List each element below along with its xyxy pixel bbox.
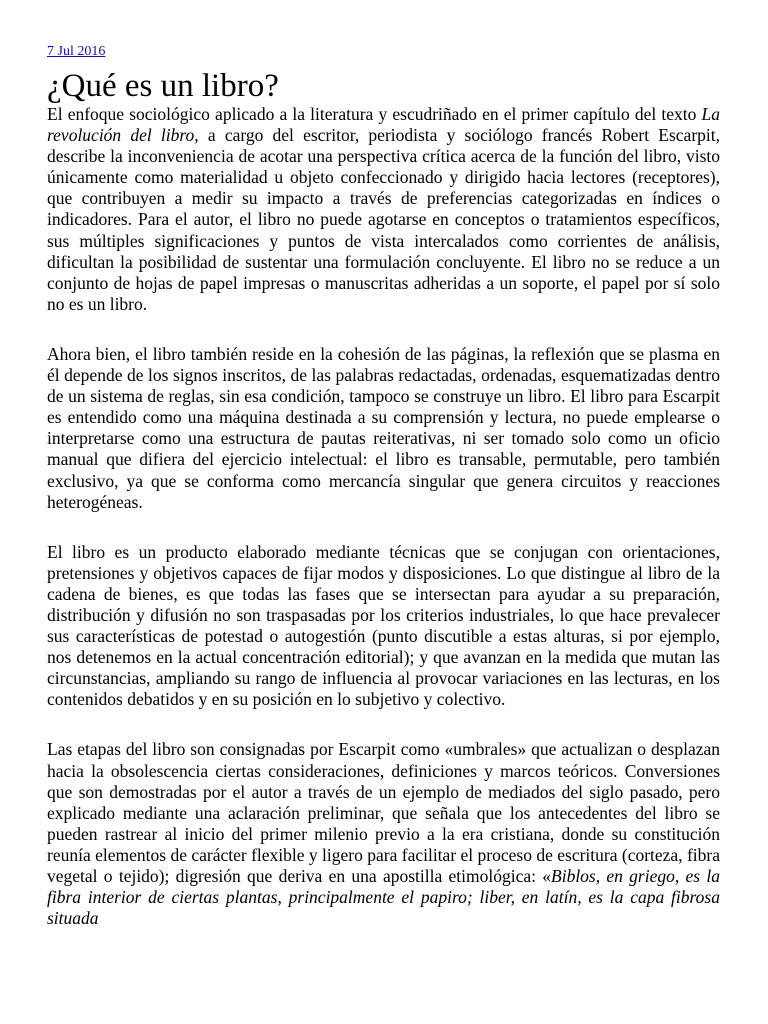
post-date-link[interactable]: 7 Jul 2016 <box>47 44 106 59</box>
paragraph-text: Las etapas del libro son consignadas por Escarpit como «umbrales» que actualizan o desplazan hacia la obsolescencia ciertas consideraciones, definiciones y marcos teóricos. Conversiones que son demostradas por el autor a través de un ejemplo de mediados del siglo pasado, pero explicado mediante una aclaración preliminar, que señala que los antecedentes del libro se pueden rastrear al inicio del primer milenio previo a la era cristiana, donde su constitución reunía elementos de carácter flexible y ligero para facilitar el proceso de escritura (corteza, fibra vegetal o tejido); digresión que deriva en una apostilla etimológica: « <box>47 739 720 886</box>
paragraph-1 <box>47 104 720 315</box>
page-title: ¿Qué es un libro? <box>47 68 279 104</box>
paragraph-3 <box>47 542 720 711</box>
book-title-italic: La revolución del libro, <box>47 104 720 146</box>
quote-italic: Biblos, en griego, es la fibra interior de ciertas plantas, principalmente el papiro; liber, en latín, es la capa fibrosa situada <box>47 866 720 929</box>
paragraph-2 <box>47 344 720 513</box>
paragraph-text: a cargo del escritor, periodista y sociólogo francés Robert Escarpit, describe la inconveniencia de acotar una perspectiva crítica acerca de la función del libro, visto únicamente como materialidad u objeto confeccionado y dirigido hacia lectores (receptores), que contribuyen a medir su impacto a través de preferencias categorizadas en índices o indicadores. Para el autor, el libro no puede agotarse en conceptos o tratamientos específicos, sus múltiples significaciones y puntos de vista intercalados como corrientes de análisis, dificultan la posibilidad de sustentar una formulación concluyente. El libro no se reduce a un conjunto de hojas de papel impresas o manuscritas adheridas a un soporte, el papel por sí solo no es un libro. <box>47 125 720 314</box>
article <box>47 42 720 958</box>
article-body <box>47 104 720 929</box>
paragraph-text: El libro es un producto elaborado mediante técnicas que se conjugan con orientaciones, pretensiones y objetivos capaces de fijar modos y disposiciones. Lo que distingue al libro de la cadena de bienes, es que todas las fases que se intersectan para ayudar a su preparación, distribución y difusión no son traspasadas por los criterios industriales, lo que hace prevalecer sus características de potestad o autogestión (punto discutible a estas alturas, si por ejemplo, nos detenemos en la actual concentración editorial); y que avanzan en la medida que mutan las circunstancias, ampliando su rango de influencia al provocar variaciones en las lecturas, en los contenidos debatidos y en su posición en lo subjetivo y colectivo. <box>47 541 720 710</box>
paragraph-text: Ahora bien, el libro también reside en la cohesión de las páginas, la reflexión que se plasma en él depende de los signos inscritos, de las palabras redactadas, ordenadas, esquematizadas dentro de un sistema de reglas, sin esa condición, tampoco se construye un libro. El libro para Escarpit es entendido como una máquina destinada a su comprensión y lectura, no puede emplearse o interpretarse como una estructura de pautas reiterativas, ni ser tomado solo como un oficio manual que difiera del ejercicio intelectual: el libro es transable, permutable, pero también exclusivo, ya que se conforma como mercancía singular que genera circuitos y reacciones heterogéneas. <box>47 343 720 512</box>
paragraph-text: El enfoque sociológico aplicado a la literatura y escudriñado en el primer capítulo del texto <box>47 104 702 124</box>
paragraph-4 <box>47 739 720 929</box>
